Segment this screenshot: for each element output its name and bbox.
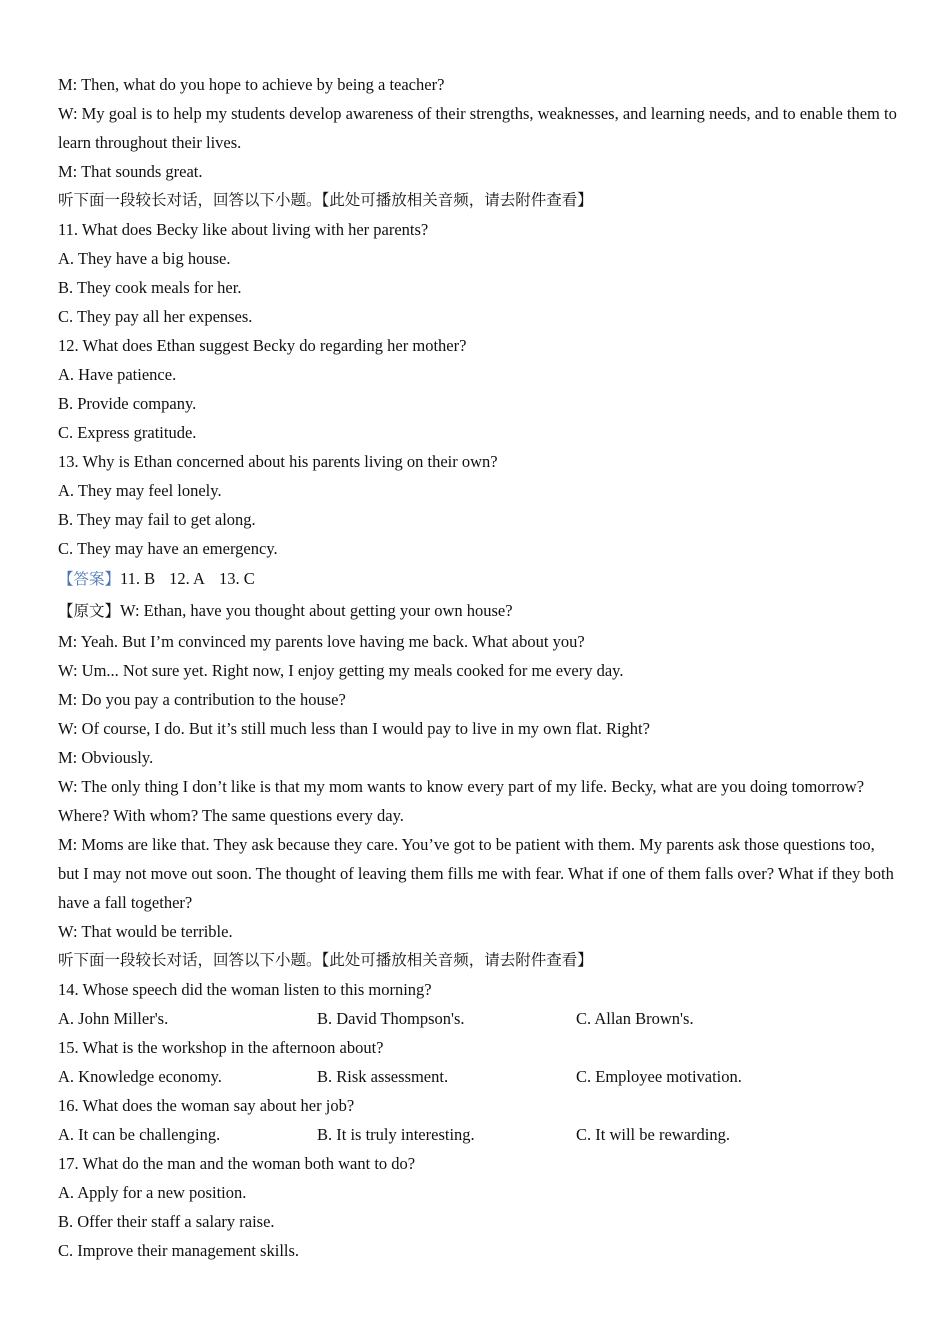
option-row	[58, 1120, 898, 1149]
answer-option: C. Employee motivation.	[576, 1067, 742, 1086]
transcript-line: W: Um... Not sure yet. Right now, I enjoy getting my meals cooked for me every day.	[58, 661, 624, 680]
answer-option: B. David Thompson's.	[317, 1009, 465, 1028]
question-stem: 17. What do the man and the woman both want to do?	[58, 1154, 416, 1173]
question-stem: 13. Why is Ethan concerned about his parents living on their own?	[58, 452, 498, 471]
answer-option: C. They may have an emergency.	[58, 539, 278, 558]
answer-option: C. It will be rewarding.	[576, 1125, 730, 1144]
answer-option: B. Provide company.	[58, 394, 197, 413]
question-stem: 11. What does Becky like about living with her parents?	[58, 220, 429, 239]
transcript-line: W: Ethan, have you thought about getting your own house?	[120, 601, 513, 620]
answer-option: A. They have a big house.	[58, 249, 231, 268]
question-stem: 15. What is the workshop in the afternoon about?	[58, 1038, 384, 1057]
answer-label: 【答案】	[58, 570, 121, 588]
question-stem: 16. What does the woman say about her job?	[58, 1096, 355, 1115]
transcript-start	[58, 595, 898, 627]
answer-option: A. Apply for a new position.	[58, 1183, 247, 1202]
option-row	[58, 1062, 898, 1091]
answer-option: A. John Miller's.	[58, 1009, 169, 1028]
answer-option: B. It is truly interesting.	[317, 1125, 475, 1144]
answer-option: B. They may fail to get along.	[58, 510, 256, 529]
transcript-line: M: Obviously.	[58, 748, 154, 767]
transcript-line: M: Yeah. But I’m convinced my parents love having me back. What about you?	[58, 632, 585, 651]
listening-instruction: 听下面一段较长对话，回答以下小题。【此处可播放相关音频，请去附件查看】	[58, 951, 593, 969]
answer-item: 11. B	[120, 569, 156, 588]
dialogue-line: M: That sounds great.	[58, 162, 203, 181]
answer-option: C. They pay all her expenses.	[58, 307, 253, 326]
answer-option: C. Improve their management skills.	[58, 1241, 300, 1260]
option-row	[58, 1004, 898, 1033]
answer-option: B. Offer their staff a salary raise.	[58, 1212, 275, 1231]
question-stem: 14. Whose speech did the woman listen to this morning?	[58, 980, 432, 999]
transcript-line: M: Do you pay a contribution to the house?	[58, 690, 346, 709]
answer-option: A. Knowledge economy.	[58, 1067, 222, 1086]
transcript-label: 【原文】	[58, 602, 121, 620]
transcript-line: W: That would be terrible.	[58, 922, 233, 941]
transcript-line: W: Of course, I do. But it’s still much less than I would pay to live in my own flat. Right?	[58, 719, 650, 738]
answer-option: A. They may feel lonely.	[58, 481, 222, 500]
answer-item: 13. C	[218, 569, 255, 588]
answer-option: B. Risk assessment.	[317, 1067, 449, 1086]
answer-option: B. They cook meals for her.	[58, 278, 242, 297]
answer-option: C. Express gratitude.	[58, 423, 197, 442]
answer-option: C. Allan Brown's.	[576, 1009, 694, 1028]
transcript-line: M: Moms are like that. They ask because they care. You’ve got to be patient with them. My parents ask those questions too, but I may not move out soon. The thought of leaving them fills me with fear. What if one of them falls over? What if they both have a fall together?	[58, 835, 894, 912]
listening-instruction: 听下面一段较长对话，回答以下小题。【此处可播放相关音频，请去附件查看】	[58, 191, 593, 209]
answer-key	[58, 563, 898, 595]
transcript-line: W: The only thing I don’t like is that my mom wants to know every part of my life. Becky, what are you doing tomorrow? Where? With whom? The same questions every day.	[58, 777, 865, 825]
dialogue-line: W: My goal is to help my students develop awareness of their strengths, weaknesses, and learning needs, and to enable them to learn throughout their lives.	[58, 104, 897, 152]
answer-item: 12. A	[169, 569, 205, 588]
document-page	[58, 70, 898, 1265]
answer-option: A. Have patience.	[58, 365, 177, 384]
question-stem: 12. What does Ethan suggest Becky do regarding her mother?	[58, 336, 467, 355]
answer-option: A. It can be challenging.	[58, 1125, 221, 1144]
dialogue-line: M: Then, what do you hope to achieve by being a teacher?	[58, 75, 445, 94]
